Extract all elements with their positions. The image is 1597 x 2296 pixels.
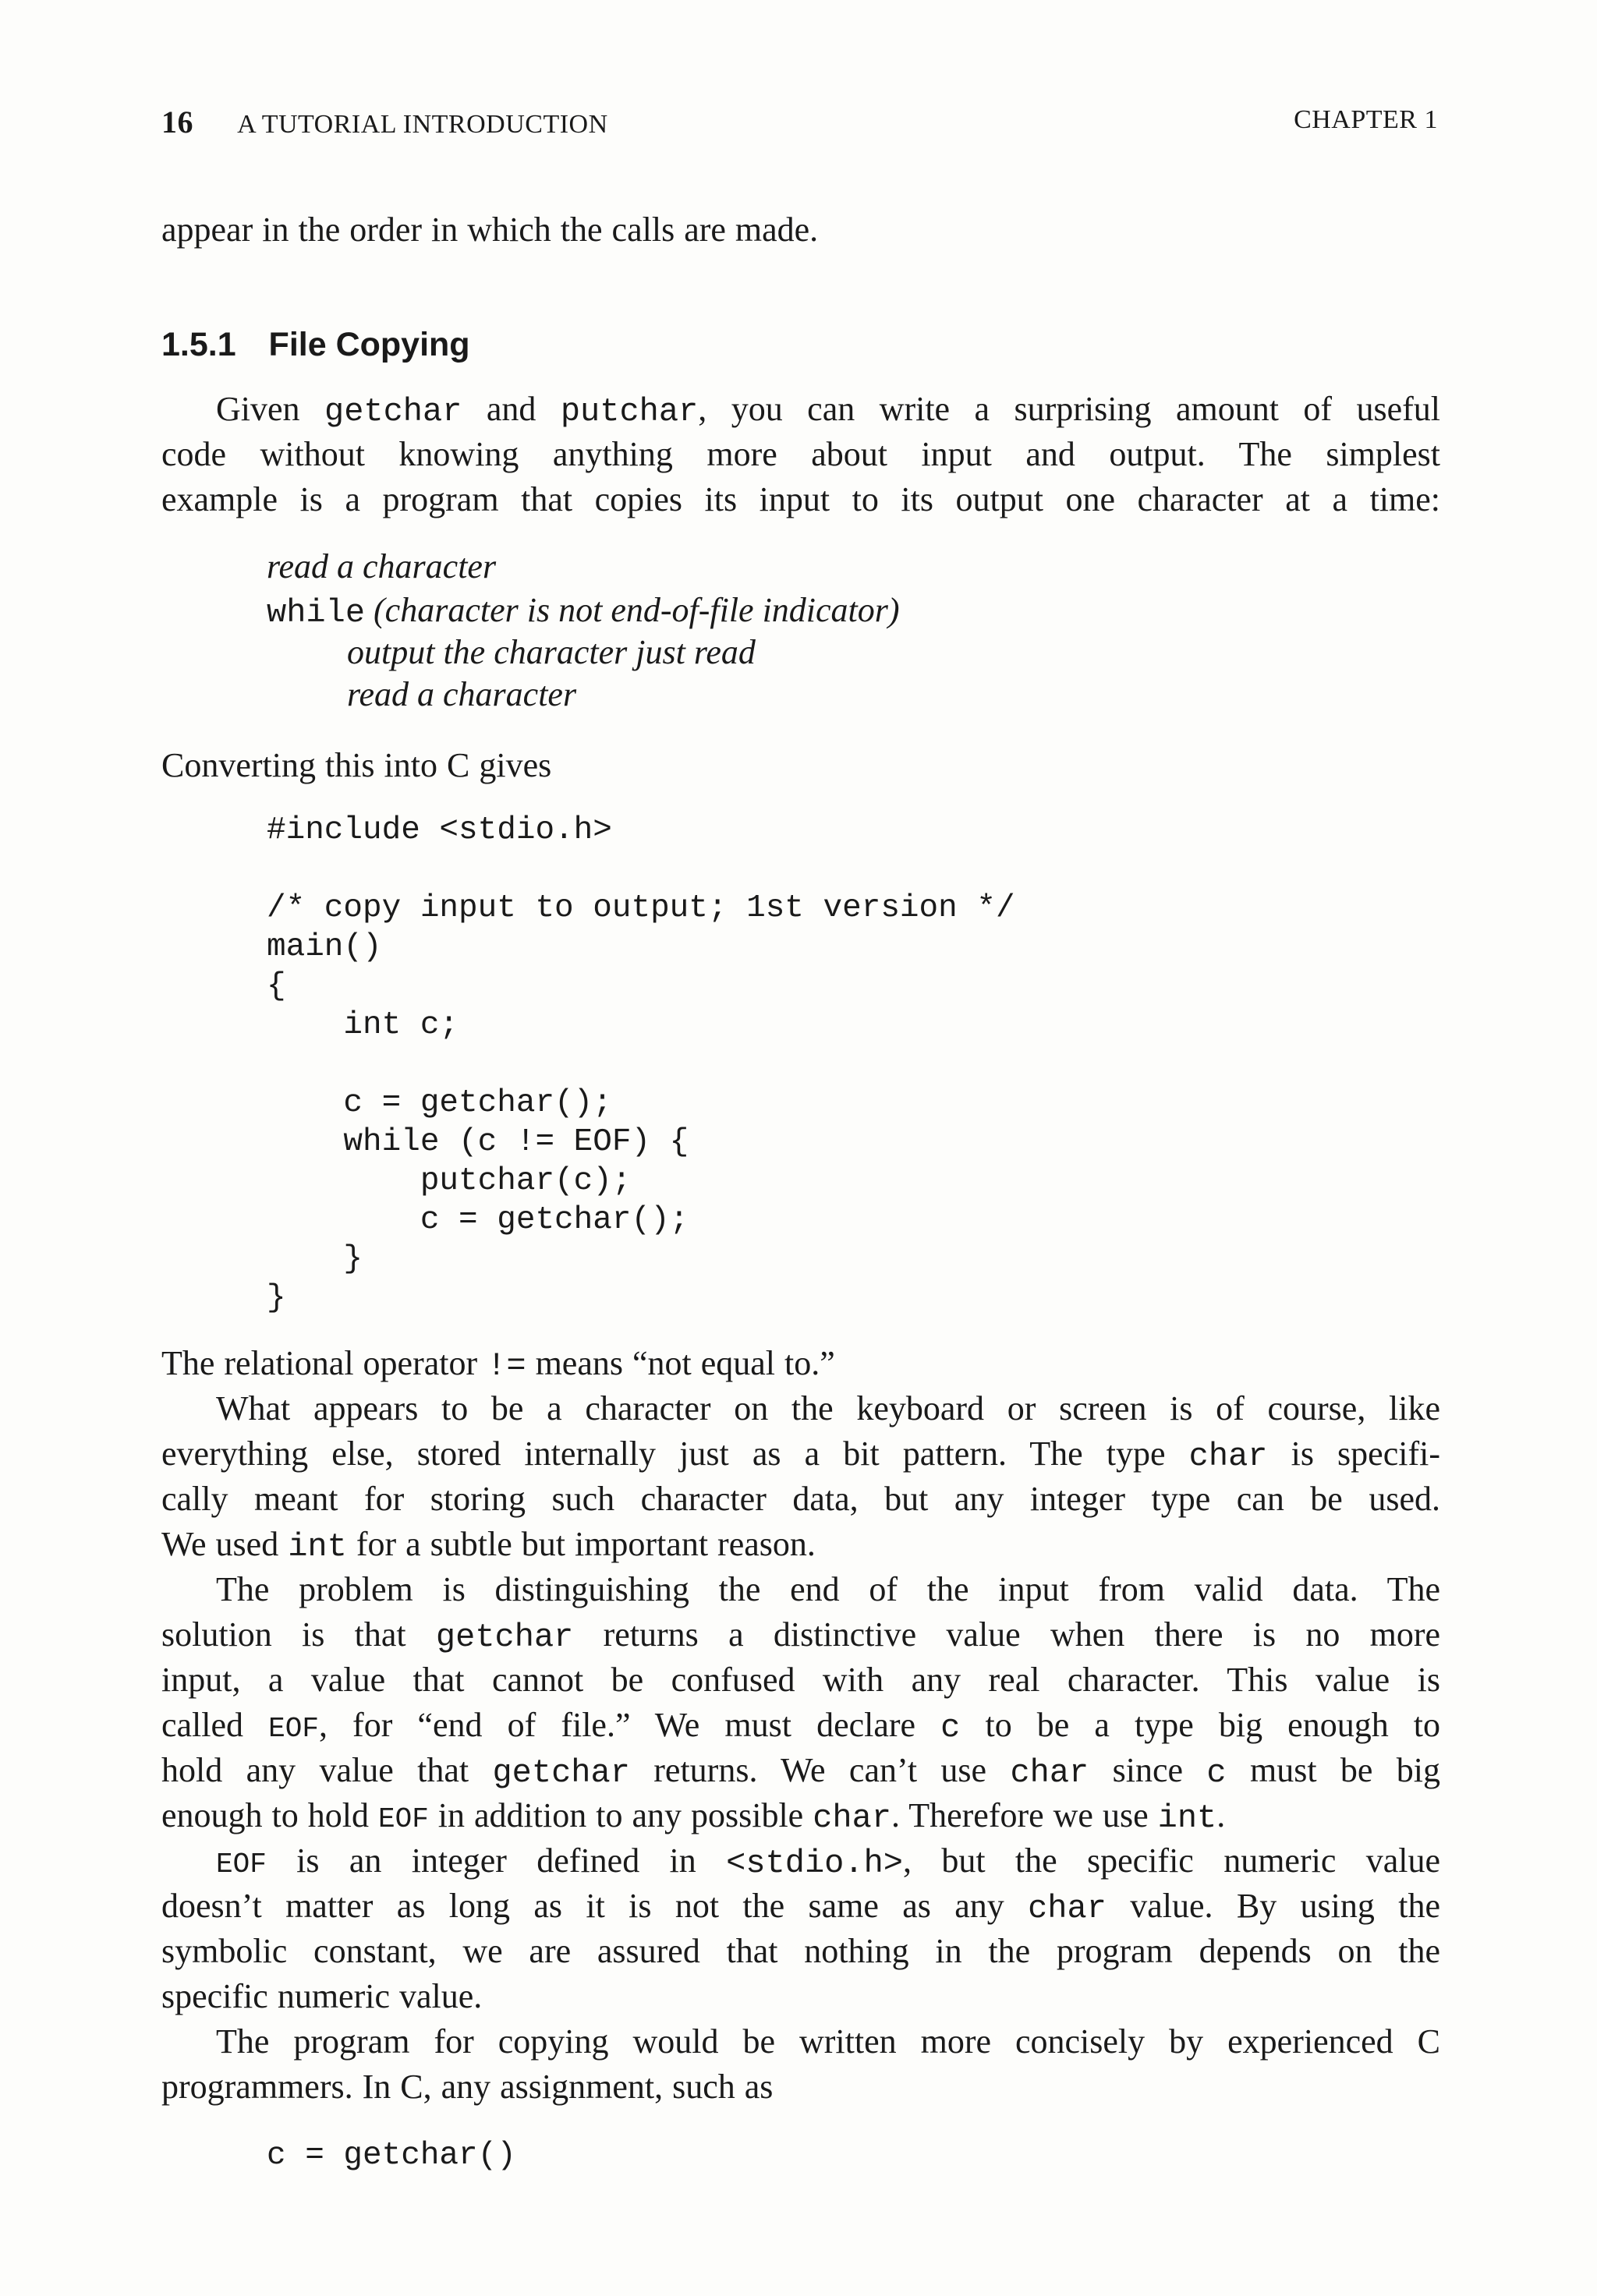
running-header bbox=[161, 104, 608, 140]
para4-line3: input, a value that cannot be confused with any real character. This value is bbox=[161, 1661, 1440, 1699]
pseudo-line3: output the character just read bbox=[347, 633, 756, 671]
page-number: 16 bbox=[161, 104, 193, 140]
code-line: /* copy input to output; 1st version */ bbox=[267, 890, 1015, 926]
code-line: c = getchar(); bbox=[267, 1085, 612, 1121]
section-number: 1.5.1 bbox=[161, 326, 236, 363]
code-line: putchar(c); bbox=[267, 1163, 632, 1199]
code-block-2: c = getchar() bbox=[267, 2138, 516, 2174]
para6-line1: The program for copying would be written more concisely by experienced C bbox=[216, 2022, 1440, 2061]
para1-line3: example is a program that copies its input to its output one character at a time: bbox=[161, 480, 1440, 518]
chapter-label: CHAPTER 1 bbox=[1294, 105, 1438, 134]
para3-line3: cally meant for storing such character data, but any integer type can be used. bbox=[161, 1480, 1440, 1518]
para2-line1: The relational operator != means “not equal to.” bbox=[161, 1344, 835, 1385]
pseudo-line4: read a character bbox=[347, 675, 577, 713]
para5-line1: EOF is an integer defined in <stdio.h>, but the specific numeric value bbox=[216, 1841, 1440, 1882]
section-heading bbox=[161, 326, 470, 364]
code-line: } bbox=[267, 1280, 286, 1316]
para4-line6: enough to hold EOF in addition to any possible char. Therefore we use int. bbox=[161, 1796, 1226, 1837]
pseudo-line2: while (character is not end-of-file indicator) bbox=[267, 591, 900, 631]
code-block-1 bbox=[267, 811, 1015, 1318]
para3-line4: We used int for a subtle but important reason. bbox=[161, 1525, 816, 1565]
para4-line1: The problem is distinguishing the end of the input from valid data. The bbox=[216, 1570, 1440, 1608]
para1-line1: Given getchar and putchar, you can write a surprising amount of useful bbox=[216, 390, 1441, 430]
code-line: } bbox=[267, 1241, 363, 1277]
code-line: while (c != EOF) { bbox=[267, 1124, 689, 1160]
para1-line2: code without knowing anything more about input and output. The simplest bbox=[161, 435, 1440, 473]
code-line bbox=[267, 1045, 1015, 1084]
para3-line2: everything else, stored internally just as a bit pattern. The type char is specifi- bbox=[161, 1435, 1440, 1475]
code-line bbox=[267, 850, 1015, 889]
converting-line: Converting this into C gives bbox=[161, 746, 552, 784]
para6-line2: programmers. In C, any assignment, such as bbox=[161, 2068, 774, 2106]
pseudo-line1: read a character bbox=[267, 547, 497, 585]
code-line: main() bbox=[267, 929, 382, 965]
para5-line2: doesn’t matter as long as it is not the same as any char value. By using the bbox=[161, 1887, 1440, 1927]
para5-line4: specific numeric value. bbox=[161, 1977, 483, 2015]
code-line: #include <stdio.h> bbox=[267, 812, 612, 848]
para4-line4: called EOF, for “end of file.” We must declare c to be a type big enough to bbox=[161, 1706, 1441, 1746]
para3-line1: What appears to be a character on the keyboard or screen is of course, like bbox=[216, 1389, 1440, 1427]
running-title: A TUTORIAL INTRODUCTION bbox=[237, 110, 608, 139]
para5-line3: symbolic constant, we are assured that nothing in the program depends on the bbox=[161, 1932, 1440, 1970]
code-line: int c; bbox=[267, 1007, 459, 1043]
para4-line2: solution is that getchar returns a distinctive value when there is no more bbox=[161, 1615, 1441, 1656]
code-line: { bbox=[267, 968, 286, 1004]
code-line: c = getchar(); bbox=[267, 1202, 689, 1238]
section-title: File Copying bbox=[268, 326, 470, 363]
intro-line: appear in the order in which the calls are made. bbox=[161, 210, 819, 249]
para4-line5: hold any value that getchar returns. We can’t use char since c must be big bbox=[161, 1751, 1441, 1792]
